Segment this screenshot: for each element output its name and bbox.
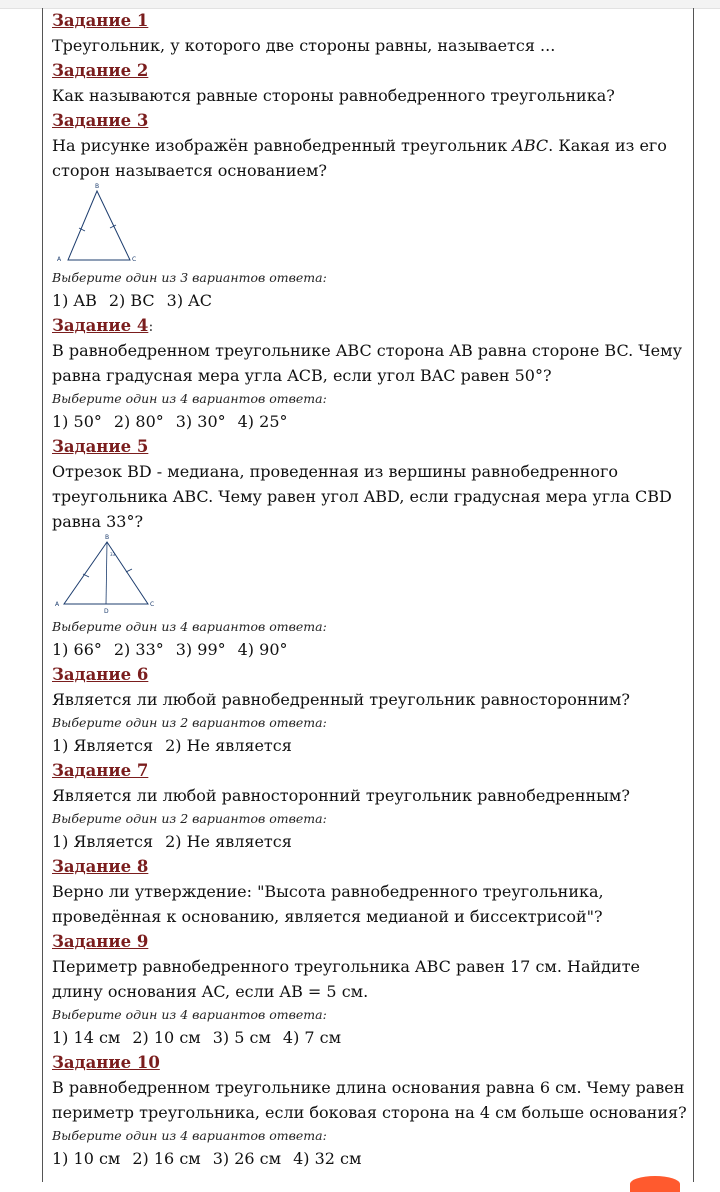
answer-hint: Выберите один из 4 вариантов ответа: <box>52 619 327 634</box>
corner-decoration <box>630 1176 680 1192</box>
task-text: Является ли любой равнобедренный треугольник равносторонним? <box>52 690 630 709</box>
median-triangle-figure <box>52 534 162 616</box>
answer-option-4[interactable]: 4) 32 см <box>293 1149 362 1168</box>
answer-option-1[interactable]: 1) 14 см <box>52 1028 121 1047</box>
task-10 <box>52 1050 687 1171</box>
vertex-label-d: D <box>104 608 109 615</box>
answer-option-2[interactable]: 2) 80° <box>113 412 164 431</box>
task-4 <box>52 313 687 434</box>
vertex-label-b: B <box>105 534 110 541</box>
task-text: Верно ли утверждение: "Высота равнобедренного треугольника, проведённая к основанию, является медианой и биссектрисой"? <box>52 882 604 926</box>
vertex-label-a: A <box>57 256 62 263</box>
answer-option-1[interactable]: 1) Является <box>52 832 154 851</box>
answer-option-1[interactable]: 1) 10 см <box>52 1149 121 1168</box>
answer-option-2[interactable]: 2) Не является <box>165 832 292 851</box>
answer-option-3[interactable]: 3) 5 см <box>212 1028 271 1047</box>
answer-options <box>52 288 687 313</box>
task-text-part: На рисунке изображён равнобедренный треугольник <box>52 136 513 155</box>
task-text: Как называются равные стороны равнобедренного треугольника? <box>52 86 615 105</box>
vertex-label-c: C <box>150 601 155 608</box>
task-text-italic: ABC <box>512 136 549 155</box>
task-2 <box>52 58 687 108</box>
answer-hint: Выберите один из 4 вариантов ответа: <box>52 391 327 406</box>
vertex-label-a: A <box>55 601 60 608</box>
vertex-label-c: C <box>132 256 137 263</box>
angle-label: 33 <box>110 552 116 557</box>
answer-hint: Выберите один из 4 вариантов ответа: <box>52 1128 327 1143</box>
answer-option-3[interactable]: 3) 30° <box>175 412 226 431</box>
answer-option-2[interactable]: 2) Не является <box>165 736 292 755</box>
task-3 <box>52 108 687 313</box>
task-title: Задание 7 <box>52 761 149 780</box>
task-title: Задание 9 <box>52 932 149 951</box>
answer-option-4[interactable]: 4) 25° <box>237 412 288 431</box>
task-title: Задание 8 <box>52 857 149 876</box>
isosceles-triangle-figure <box>52 183 152 267</box>
answer-hint: Выберите один из 4 вариантов ответа: <box>52 1007 327 1022</box>
answer-options <box>52 733 687 758</box>
answer-options <box>52 637 687 662</box>
task-text: Периметр равнобедренного треугольника ABC равен 17 см. Найдите длину основания AC, если AB = 5 см. <box>52 957 641 1001</box>
document-content <box>52 8 687 1171</box>
answer-option-3[interactable]: 3) AC <box>166 291 212 310</box>
answer-option-1[interactable]: 1) 50° <box>52 412 102 431</box>
answer-options <box>52 1025 687 1050</box>
answer-option-2[interactable]: 2) 10 см <box>132 1028 201 1047</box>
answer-options <box>52 409 687 434</box>
answer-hint: Выберите один из 2 вариантов ответа: <box>52 811 327 826</box>
answer-hint: Выберите один из 2 вариантов ответа: <box>52 715 327 730</box>
task-title: Задание 5 <box>52 437 149 456</box>
answer-option-2[interactable]: 2) 33° <box>113 640 164 659</box>
task-title: Задание 4 <box>52 316 149 335</box>
answer-option-2[interactable]: 2) BC <box>108 291 155 310</box>
answer-option-1[interactable]: 1) 66° <box>52 640 102 659</box>
task-title: Задание 2 <box>52 61 149 80</box>
answer-options <box>52 1146 687 1171</box>
task-text: В равнобедренном треугольнике длина основания равна 6 см. Чему равен периметр треугольника, если боковая сторона на 4 см больше основания? <box>52 1078 687 1122</box>
task-title: Задание 10 <box>52 1053 160 1072</box>
task-8 <box>52 854 687 929</box>
answer-option-3[interactable]: 3) 26 см <box>212 1149 282 1168</box>
task-text: Треугольник, у которого две стороны равны, называется ... <box>52 36 556 55</box>
task-1 <box>52 8 687 58</box>
task-text: Является ли любой равносторонний треугольник равнобедренным? <box>52 786 630 805</box>
task-title: Задание 6 <box>52 665 149 684</box>
answer-option-1[interactable]: 1) AB <box>52 291 97 310</box>
task-9 <box>52 929 687 1050</box>
answer-option-1[interactable]: 1) Является <box>52 736 154 755</box>
document-page <box>42 8 694 1182</box>
task-title: Задание 3 <box>52 111 149 130</box>
answer-options <box>52 829 687 854</box>
task-title-colon: : <box>148 317 154 335</box>
answer-option-3[interactable]: 3) 99° <box>175 640 226 659</box>
answer-option-2[interactable]: 2) 16 см <box>132 1149 201 1168</box>
task-text: В равнобедренном треугольнике ABC сторона AB равна стороне BC. Чему равна градусная мера угла ACB, если угол BAC равен 50°? <box>52 341 682 385</box>
task-text-part: . Какая из его сторон называется основанием? <box>52 136 667 180</box>
task-text <box>52 133 687 183</box>
task-title: Задание 1 <box>52 11 149 30</box>
vertex-label-b: B <box>95 183 100 190</box>
task-5 <box>52 434 687 662</box>
task-text: Отрезок BD - медиана, проведенная из вершины равнобедренного треугольника ABC. Чему равен угол ABD, если градусная мера угла CBD равна 33°? <box>52 462 672 531</box>
answer-option-4[interactable]: 4) 90° <box>237 640 288 659</box>
task-7 <box>52 758 687 854</box>
answer-option-4[interactable]: 4) 7 см <box>282 1028 342 1047</box>
answer-hint: Выберите один из 3 вариантов ответа: <box>52 270 327 285</box>
task-6 <box>52 662 687 758</box>
